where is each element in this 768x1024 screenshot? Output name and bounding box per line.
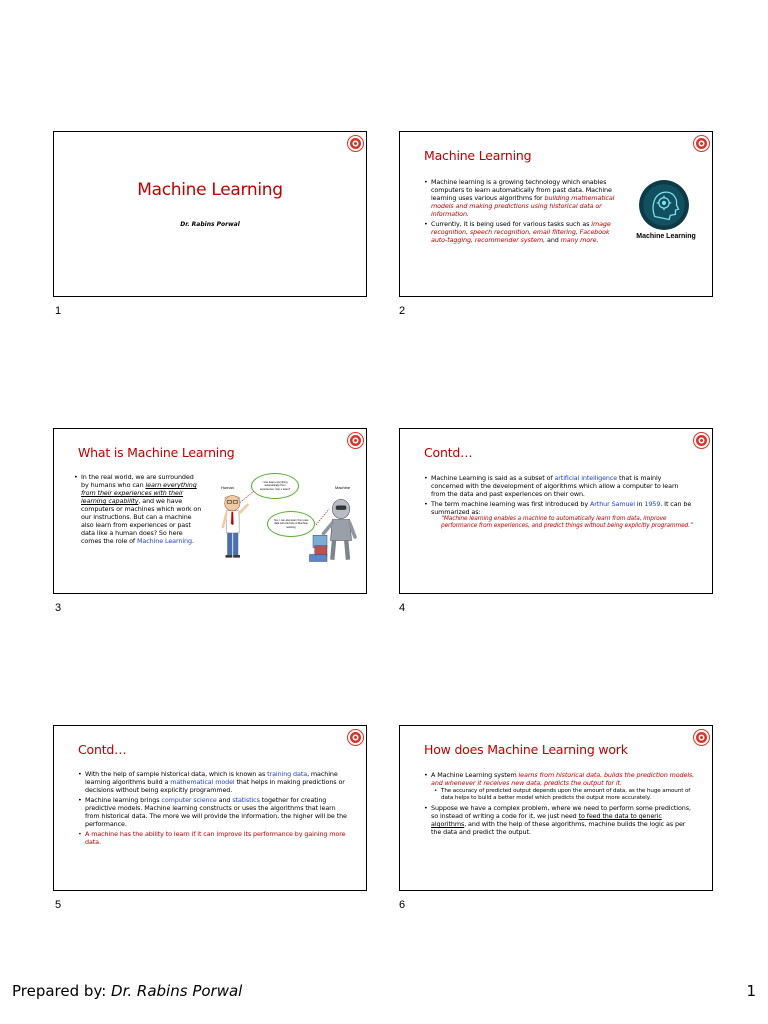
slide-6-bullets <box>424 771 696 838</box>
slide-2-bullet-2: • Currently, it is being used for various tasks such as image recognition, speech recognition, email filtering, Facebook auto-tagging, recommender system, and many more. <box>424 220 624 244</box>
slide-4-bullets <box>424 474 694 532</box>
slide-5-bullets <box>78 770 350 848</box>
speech-bubble-human: I can learn everything automatically from experiences. Can u learn? <box>251 473 299 499</box>
slide-4[interactable] <box>399 428 713 594</box>
slide-1-author: Dr. Rabins Porwal <box>180 221 240 228</box>
slide-1-number: 1 <box>55 305 62 317</box>
machine-label: Machine <box>335 485 351 490</box>
speech-bubble-machine: Yes, I can also learn from past data with the help of Machine learning <box>267 511 315 537</box>
slide-3-title: What is Machine Learning <box>78 445 235 460</box>
slide-2-title: Machine Learning <box>424 148 532 163</box>
slide-5-bullet-3: • A machine has the ability to learn if it can improve its performance by gaining more data. <box>78 830 350 846</box>
university-logo-icon <box>693 729 710 746</box>
slide-4-number: 4 <box>399 602 406 614</box>
slide-2-bullets <box>424 178 624 246</box>
slide-2-bullet-1: • Machine learning is a growing technology which enables computers to learn automatically from past data. Machine learning uses various algorithms for building mathematical models and making predictions using historical data or information. <box>424 178 624 218</box>
teacher-character-icon <box>217 491 251 563</box>
robot-character-icon <box>306 495 362 565</box>
slide-1-title: Machine Learning <box>137 180 283 200</box>
slide-1[interactable] <box>53 131 367 297</box>
slide-6-title: How does Machine Learning work <box>424 742 628 757</box>
slide-4-bullet-1: • Machine Learning is said as a subset of artificial intelligence that is mainly concerned with the development of algorithms which allow a computer to learn from the data and past experiences on their own. <box>424 474 694 498</box>
slide-6-bullet-1: • A Machine Learning system learns from historical data, builds the prediction models, and whenever it receives new data, predicts the output for it. <box>424 771 696 787</box>
slide-5-bullet-2: • Machine learning brings computer science and statistics together for creating predictive models. Machine learning constructs or uses the algorithms that learn from historical data. The more we will provide the information, the higher will be the performance. <box>78 796 350 828</box>
slide-5-bullet-1: • With the help of sample historical data, which is known as training data, machine learning algorithms build a mathematical model that helps in making predictions or decisions without being explicitly programmed. <box>78 770 350 794</box>
slide-2-number: 2 <box>399 305 406 317</box>
slide-3-number: 3 <box>55 602 62 614</box>
human-label: Human <box>221 485 234 490</box>
footer-prepared-by: Prepared by: Dr. Rabins Porwal <box>12 982 243 1000</box>
slide-2[interactable] <box>399 131 713 297</box>
university-logo-icon <box>693 135 710 152</box>
slide-6[interactable] <box>399 725 713 891</box>
slide-5-title: Contd… <box>78 742 127 757</box>
slide-6-subbullet-1: • The accuracy of predicted output depends upon the amount of data, as the huge amount of data helps to build a better model which predicts the output more accurately. <box>434 788 696 802</box>
slide-6-bullet-2: • Suppose we have a complex problem, where we need to perform some predictions, so instead of writing a code for it, we just need to feed the data to generic algorithms, and with the help of these algorithms, machine builds the logic as per the data and predict the output. <box>424 804 696 836</box>
slide-4-bullet-2: • The term machine learning was first introduced by Arthur Samuel in 1959. It can be summarized as: <box>424 500 694 516</box>
university-logo-icon <box>693 432 710 449</box>
machine-learning-head-icon <box>638 179 690 231</box>
slide-4-quote: “Machine learning enables a machine to automatically learn from data, improve performance from experiences, and predict things without being explicitly programmed.” <box>441 516 693 529</box>
slide-5[interactable] <box>53 725 367 891</box>
slide-3-bullet-1: • In the real world, we are surrounded by humans who can learn everything from their experiences with their learning capability, and we have computers or machines which work on our instructions. But can a machine also learn from experiences or past data like a human does? So here comes the role of Machine Learning. <box>74 473 202 545</box>
slide-3[interactable] <box>53 428 367 594</box>
slide-5-number: 5 <box>55 899 62 911</box>
footer-page-number: 1 <box>746 982 756 1000</box>
university-logo-icon <box>347 729 364 746</box>
university-logo-icon <box>347 135 364 152</box>
footer-author: Dr. Rabins Porwal <box>111 982 243 1000</box>
slide-6-number: 6 <box>399 899 406 911</box>
machine-learning-caption: Machine Learning <box>636 233 696 240</box>
slide-4-title: Contd… <box>424 445 473 460</box>
